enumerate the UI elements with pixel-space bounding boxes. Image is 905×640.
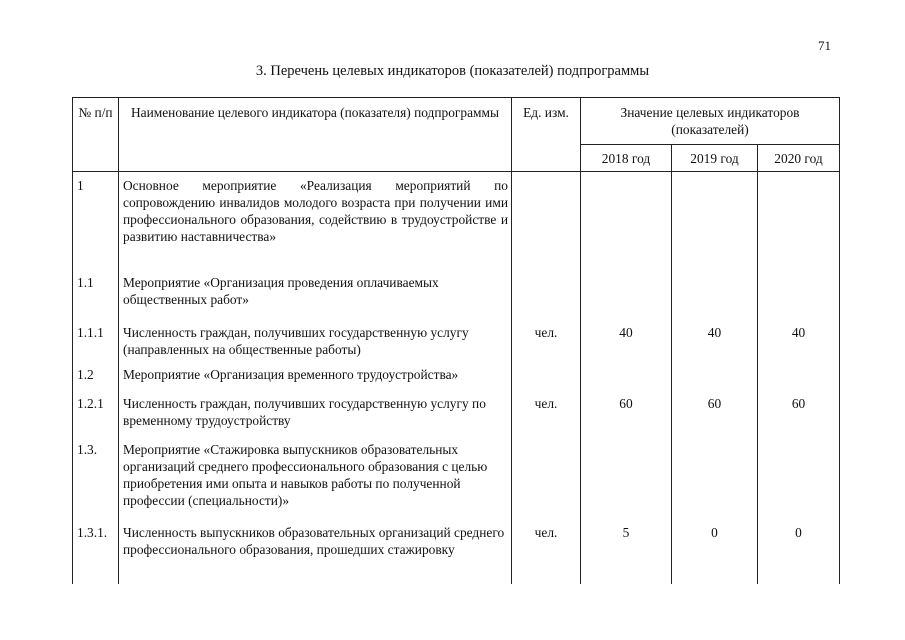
row-value-2019 [672, 363, 758, 392]
row-value-2019: 60 [672, 392, 758, 438]
row-value-2018: 5 [581, 521, 672, 584]
row-number: 1.3. [73, 438, 119, 521]
row-value-2018 [581, 271, 672, 321]
row-value-2019 [672, 438, 758, 521]
table-row [73, 271, 840, 321]
row-indicator-name: Численность граждан, получивших государственную услугу по временному трудоустройству [119, 392, 512, 438]
row-value-2018 [581, 172, 672, 272]
header-unit: Ед. изм. [512, 98, 581, 172]
row-indicator-name: Мероприятие «Организация проведения оплачиваемых общественных работ» [119, 271, 512, 321]
row-value-2020 [758, 172, 840, 272]
row-value-2018: 40 [581, 321, 672, 363]
row-unit [512, 271, 581, 321]
header-year-2020: 2020 год [758, 145, 840, 172]
row-unit: чел. [512, 392, 581, 438]
row-number: 1 [73, 172, 119, 272]
row-value-2019: 40 [672, 321, 758, 363]
row-value-2019 [672, 172, 758, 272]
row-value-2020: 40 [758, 321, 840, 363]
row-number: 1.1 [73, 271, 119, 321]
row-value-2020 [758, 438, 840, 521]
row-number: 1.2.1 [73, 392, 119, 438]
header-values-group: Значение целевых индикаторов (показателей) [581, 98, 840, 145]
row-unit: чел. [512, 321, 581, 363]
row-number: 1.3.1. [73, 521, 119, 584]
document-title: 3. Перечень целевых индикаторов (показателей) подпрограммы [255, 63, 650, 79]
row-value-2018 [581, 438, 672, 521]
table-row [73, 363, 840, 392]
row-value-2020 [758, 363, 840, 392]
row-indicator-name: Мероприятие «Организация временного трудоустройства» [119, 363, 512, 392]
row-indicator-name: Численность граждан, получивших государственную услугу (направленных на общественные работы) [119, 321, 512, 363]
row-unit [512, 363, 581, 392]
header-number: № п/п [73, 98, 119, 172]
row-value-2020: 60 [758, 392, 840, 438]
header-year-2018: 2018 год [581, 145, 672, 172]
table-row [73, 392, 840, 438]
row-value-2019: 0 [672, 521, 758, 584]
table-row [73, 521, 840, 584]
table-row [73, 438, 840, 521]
row-unit: чел. [512, 521, 581, 584]
row-unit [512, 438, 581, 521]
row-number: 1.2 [73, 363, 119, 392]
row-value-2020: 0 [758, 521, 840, 584]
row-indicator-name: Мероприятие «Стажировка выпускников образовательных организаций среднего профессионального образования с целью приобретения ими опыта и навыков работы по полученной профессии (специальности)» [119, 438, 512, 521]
indicators-table [72, 97, 840, 584]
row-value-2020 [758, 271, 840, 321]
row-value-2018: 60 [581, 392, 672, 438]
row-value-2019 [672, 271, 758, 321]
row-number: 1.1.1 [73, 321, 119, 363]
row-unit [512, 172, 581, 272]
row-indicator-name: Численность выпускников образовательных организаций среднего профессионального образования, прошедших стажировку [119, 521, 512, 584]
row-value-2018 [581, 363, 672, 392]
header-indicator-name: Наименование целевого индикатора (показателя) подпрограммы [119, 98, 512, 172]
table-row [73, 172, 840, 272]
page-number: 71 [818, 38, 831, 53]
table-row [73, 321, 840, 363]
row-indicator-name: Основное мероприятие «Реализация мероприятий по сопровождению инвалидов молодого возраста при получении ими профессионального образования, содействию в трудоустройстве и развитию наставничества» [119, 172, 512, 272]
header-year-2019: 2019 год [672, 145, 758, 172]
